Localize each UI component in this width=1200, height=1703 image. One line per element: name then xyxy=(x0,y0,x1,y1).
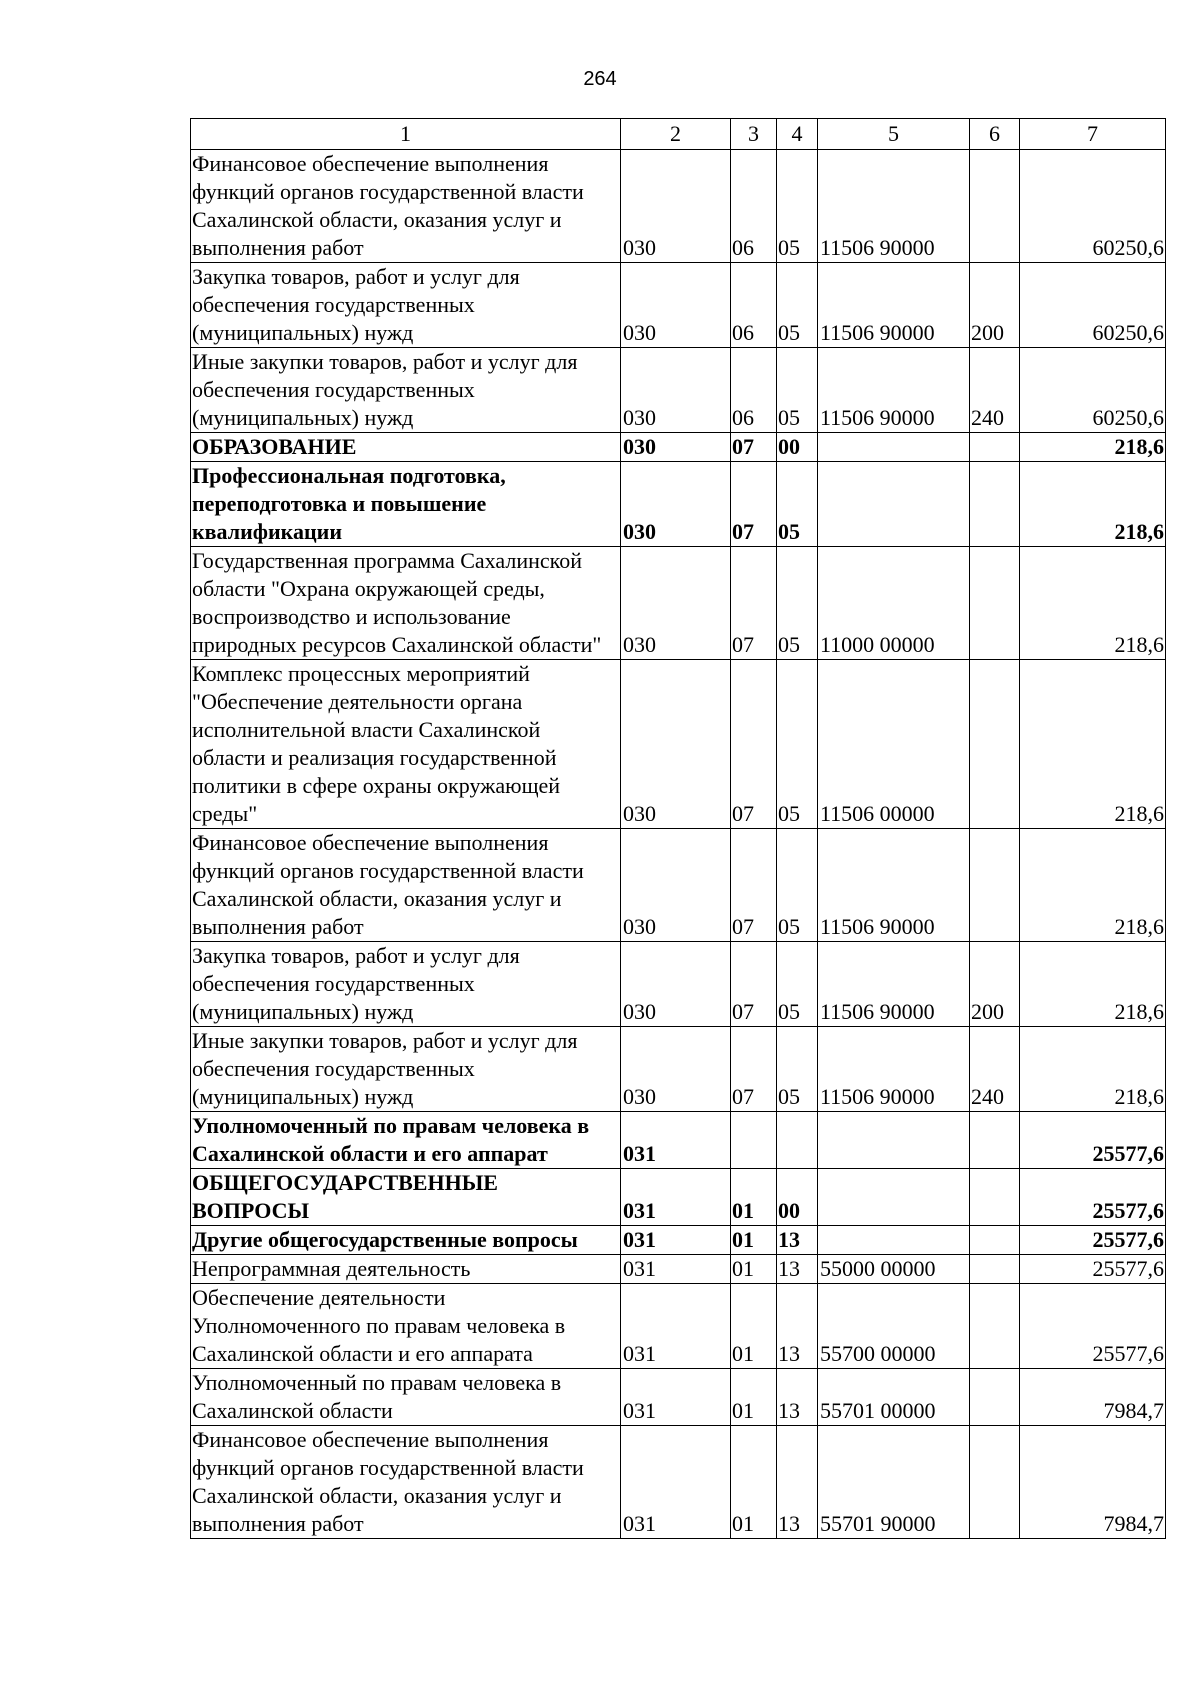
cell-col-7: 218,6 xyxy=(1020,1027,1166,1112)
cell-col-4: 05 xyxy=(777,348,818,433)
column-header-1: 1 xyxy=(191,119,621,150)
row-name-cell: Закупка товаров, работ и услуг для обеспечения государственных (муниципальных) нужд xyxy=(191,263,621,348)
cell-col-5: 55701 90000 xyxy=(818,1426,970,1539)
cell-col-3: 06 xyxy=(731,150,777,263)
cell-col-7: 60250,6 xyxy=(1020,150,1166,263)
table-row xyxy=(191,150,1166,263)
cell-col-2: 030 xyxy=(621,263,731,348)
cell-col-7: 7984,7 xyxy=(1020,1369,1166,1426)
cell-col-5: 55000 00000 xyxy=(818,1255,970,1284)
cell-col-3: 01 xyxy=(731,1169,777,1226)
cell-col-7: 25577,6 xyxy=(1020,1226,1166,1255)
cell-col-6: 240 xyxy=(970,348,1020,433)
cell-col-7: 218,6 xyxy=(1020,660,1166,829)
cell-col-3: 06 xyxy=(731,348,777,433)
cell-col-5 xyxy=(818,433,970,462)
cell-col-5: 11000 00000 xyxy=(818,547,970,660)
cell-col-7: 25577,6 xyxy=(1020,1169,1166,1226)
cell-col-5: 55701 00000 xyxy=(818,1369,970,1426)
header-row xyxy=(191,119,1166,150)
cell-col-5: 11506 90000 xyxy=(818,829,970,942)
cell-col-3: 07 xyxy=(731,462,777,547)
cell-col-6: 240 xyxy=(970,1027,1020,1112)
cell-col-3: 07 xyxy=(731,433,777,462)
cell-col-7: 25577,6 xyxy=(1020,1284,1166,1369)
cell-col-6 xyxy=(970,1169,1020,1226)
cell-col-6 xyxy=(970,829,1020,942)
table-row xyxy=(191,660,1166,829)
cell-col-2: 031 xyxy=(621,1255,731,1284)
column-header-2: 2 xyxy=(621,119,731,150)
row-name-cell: Уполномоченный по правам человека в Сахалинской области и его аппарат xyxy=(191,1112,621,1169)
cell-col-7: 25577,6 xyxy=(1020,1112,1166,1169)
table-row xyxy=(191,1255,1166,1284)
row-name-cell: Финансовое обеспечение выполнения функций органов государственной власти Сахалинской области, оказания услуг и выполнения работ xyxy=(191,829,621,942)
cell-col-2: 030 xyxy=(621,462,731,547)
cell-col-4 xyxy=(777,1112,818,1169)
cell-col-3: 01 xyxy=(731,1284,777,1369)
cell-col-6 xyxy=(970,150,1020,263)
cell-col-4: 13 xyxy=(777,1369,818,1426)
cell-col-7: 218,6 xyxy=(1020,942,1166,1027)
cell-col-4: 05 xyxy=(777,263,818,348)
row-name-cell: Государственная программа Сахалинской области "Охрана окружающей среды, воспроизводство и использование природных ресурсов Сахалинской области" xyxy=(191,547,621,660)
cell-col-2: 031 xyxy=(621,1169,731,1226)
row-name-cell: Другие общегосударственные вопросы xyxy=(191,1226,621,1255)
table-row xyxy=(191,942,1166,1027)
cell-col-3: 07 xyxy=(731,829,777,942)
column-header-4: 4 xyxy=(777,119,818,150)
cell-col-4: 05 xyxy=(777,829,818,942)
cell-col-3: 07 xyxy=(731,547,777,660)
column-header-7: 7 xyxy=(1020,119,1166,150)
table-row xyxy=(191,1426,1166,1539)
row-name-cell: Иные закупки товаров, работ и услуг для обеспечения государственных (муниципальных) нужд xyxy=(191,1027,621,1112)
cell-col-5: 11506 90000 xyxy=(818,263,970,348)
cell-col-6 xyxy=(970,660,1020,829)
table-row xyxy=(191,1226,1166,1255)
cell-col-7: 218,6 xyxy=(1020,547,1166,660)
cell-col-5 xyxy=(818,1169,970,1226)
cell-col-7: 218,6 xyxy=(1020,829,1166,942)
table-row xyxy=(191,829,1166,942)
cell-col-6 xyxy=(970,1369,1020,1426)
cell-col-4: 13 xyxy=(777,1226,818,1255)
cell-col-4: 05 xyxy=(777,1027,818,1112)
cell-col-5: 11506 90000 xyxy=(818,348,970,433)
cell-col-4: 05 xyxy=(777,547,818,660)
table-row xyxy=(191,1112,1166,1169)
cell-col-4: 13 xyxy=(777,1284,818,1369)
cell-col-3: 07 xyxy=(731,660,777,829)
cell-col-5 xyxy=(818,1112,970,1169)
cell-col-6 xyxy=(970,462,1020,547)
cell-col-4: 00 xyxy=(777,1169,818,1226)
table-row xyxy=(191,1169,1166,1226)
cell-col-6 xyxy=(970,547,1020,660)
row-name-cell: Комплекс процессных мероприятий "Обеспечение деятельности органа исполнительной власти Сахалинской области и реализация государственной политики в сфере охраны окружающей среды" xyxy=(191,660,621,829)
cell-col-2: 030 xyxy=(621,942,731,1027)
cell-col-7: 7984,7 xyxy=(1020,1426,1166,1539)
cell-col-4: 13 xyxy=(777,1255,818,1284)
cell-col-5: 11506 90000 xyxy=(818,1027,970,1112)
cell-col-3: 01 xyxy=(731,1226,777,1255)
cell-col-6: 200 xyxy=(970,263,1020,348)
row-name-cell: Закупка товаров, работ и услуг для обеспечения государственных (муниципальных) нужд xyxy=(191,942,621,1027)
row-name-cell: Обеспечение деятельности Уполномоченного по правам человека в Сахалинской области и его аппарата xyxy=(191,1284,621,1369)
cell-col-6 xyxy=(970,1426,1020,1539)
table-row xyxy=(191,462,1166,547)
row-name-cell: Профессиональная подготовка, переподготовка и повышение квалификации xyxy=(191,462,621,547)
table-row xyxy=(191,1284,1166,1369)
cell-col-3 xyxy=(731,1112,777,1169)
cell-col-2: 031 xyxy=(621,1284,731,1369)
cell-col-2: 030 xyxy=(621,829,731,942)
budget-table xyxy=(190,118,1166,1539)
row-name-cell: Иные закупки товаров, работ и услуг для обеспечения государственных (муниципальных) нужд xyxy=(191,348,621,433)
table-row xyxy=(191,348,1166,433)
cell-col-2: 030 xyxy=(621,660,731,829)
column-header-3: 3 xyxy=(731,119,777,150)
cell-col-6 xyxy=(970,1226,1020,1255)
cell-col-2: 030 xyxy=(621,433,731,462)
cell-col-7: 218,6 xyxy=(1020,462,1166,547)
cell-col-5: 11506 00000 xyxy=(818,660,970,829)
cell-col-2: 031 xyxy=(621,1226,731,1255)
cell-col-4: 05 xyxy=(777,942,818,1027)
table-row xyxy=(191,547,1166,660)
cell-col-2: 030 xyxy=(621,348,731,433)
cell-col-2: 030 xyxy=(621,1027,731,1112)
cell-col-4: 05 xyxy=(777,150,818,263)
table-row xyxy=(191,263,1166,348)
cell-col-7: 60250,6 xyxy=(1020,348,1166,433)
column-header-6: 6 xyxy=(970,119,1020,150)
row-name-cell: ОБРАЗОВАНИЕ xyxy=(191,433,621,462)
cell-col-4: 05 xyxy=(777,660,818,829)
cell-col-5: 11506 90000 xyxy=(818,150,970,263)
row-name-cell: Финансовое обеспечение выполнения функций органов государственной власти Сахалинской области, оказания услуг и выполнения работ xyxy=(191,150,621,263)
table-row xyxy=(191,1369,1166,1426)
table-row xyxy=(191,433,1166,462)
row-name-cell: Непрограммная деятельность xyxy=(191,1255,621,1284)
cell-col-5: 11506 90000 xyxy=(818,942,970,1027)
cell-col-2: 030 xyxy=(621,150,731,263)
page-number: 264 xyxy=(583,68,617,90)
column-header-5: 5 xyxy=(818,119,970,150)
row-name-cell: Уполномоченный по правам человека в Сахалинской области xyxy=(191,1369,621,1426)
cell-col-7: 25577,6 xyxy=(1020,1255,1166,1284)
cell-col-3: 06 xyxy=(731,263,777,348)
cell-col-7: 60250,6 xyxy=(1020,263,1166,348)
cell-col-6 xyxy=(970,1112,1020,1169)
row-name-cell: ОБЩЕГОСУДАРСТВЕННЫЕ ВОПРОСЫ xyxy=(191,1169,621,1226)
cell-col-3: 01 xyxy=(731,1426,777,1539)
cell-col-5 xyxy=(818,462,970,547)
cell-col-3: 07 xyxy=(731,942,777,1027)
cell-col-4: 05 xyxy=(777,462,818,547)
cell-col-5: 55700 00000 xyxy=(818,1284,970,1369)
cell-col-6 xyxy=(970,1284,1020,1369)
cell-col-6 xyxy=(970,433,1020,462)
cell-col-4: 00 xyxy=(777,433,818,462)
cell-col-3: 01 xyxy=(731,1369,777,1426)
cell-col-6: 200 xyxy=(970,942,1020,1027)
cell-col-5 xyxy=(818,1226,970,1255)
cell-col-7: 218,6 xyxy=(1020,433,1166,462)
cell-col-3: 07 xyxy=(731,1027,777,1112)
cell-col-2: 030 xyxy=(621,547,731,660)
cell-col-2: 031 xyxy=(621,1426,731,1539)
cell-col-6 xyxy=(970,1255,1020,1284)
row-name-cell: Финансовое обеспечение выполнения функций органов государственной власти Сахалинской области, оказания услуг и выполнения работ xyxy=(191,1426,621,1539)
table-row xyxy=(191,1027,1166,1112)
cell-col-2: 031 xyxy=(621,1369,731,1426)
cell-col-2: 031 xyxy=(621,1112,731,1169)
cell-col-3: 01 xyxy=(731,1255,777,1284)
cell-col-4: 13 xyxy=(777,1426,818,1539)
